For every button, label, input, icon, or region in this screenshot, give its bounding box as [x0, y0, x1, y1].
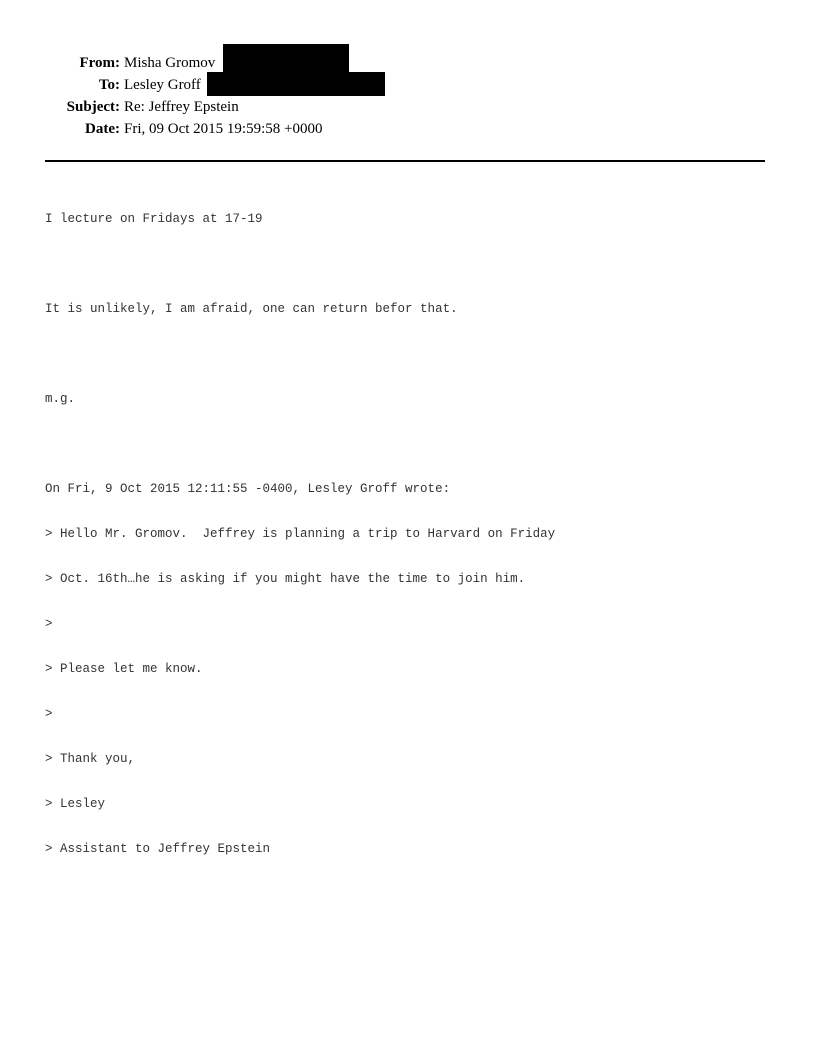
to-label: To: [98, 77, 120, 93]
quoted-line: > Thank you, [45, 752, 136, 766]
message-body [45, 182, 765, 872]
from-value: Misha Gromov [124, 55, 216, 71]
from-label: From: [79, 55, 120, 71]
quoted-line: > Oct. 16th…he is asking if you might have the time to join him. [45, 572, 526, 586]
quoted-line: > [45, 617, 53, 631]
to-value: Lesley Groff [124, 77, 201, 93]
quoted-line: > Lesley [45, 797, 106, 811]
quoted-line: > Assistant to Jeffrey Epstein [45, 842, 271, 856]
date-label: Date: [85, 121, 120, 137]
from-field [124, 52, 349, 74]
header-divider [45, 160, 765, 162]
to-field [124, 74, 385, 96]
quoted-line: > [45, 707, 53, 721]
quoted-line: > Hello Mr. Gromov. Jeffrey is planning a trip to Harvard on Friday [45, 527, 556, 541]
body-line [45, 257, 765, 272]
to-row [0, 74, 400, 96]
subject-row [0, 96, 360, 118]
date-row [0, 118, 360, 140]
from-email-redaction [223, 44, 349, 74]
quoted-line: > Please let me know. [45, 662, 203, 676]
body-line: It is unlikely, I am afraid, one can return befor that. [45, 302, 458, 316]
subject-label: Subject: [66, 99, 120, 115]
from-row [0, 52, 360, 74]
email-header [0, 52, 400, 140]
body-line: I lecture on Fridays at 17-19 [45, 212, 263, 226]
subject-value: Re: Jeffrey Epstein [124, 99, 239, 115]
body-line: m.g. [45, 392, 76, 406]
body-line [45, 437, 765, 452]
body-line: On Fri, 9 Oct 2015 12:11:55 -0400, Lesley Groff wrote: [45, 482, 451, 496]
date-value: Fri, 09 Oct 2015 19:59:58 +0000 [124, 121, 323, 137]
to-email-redaction [207, 72, 385, 96]
body-line [45, 347, 765, 362]
